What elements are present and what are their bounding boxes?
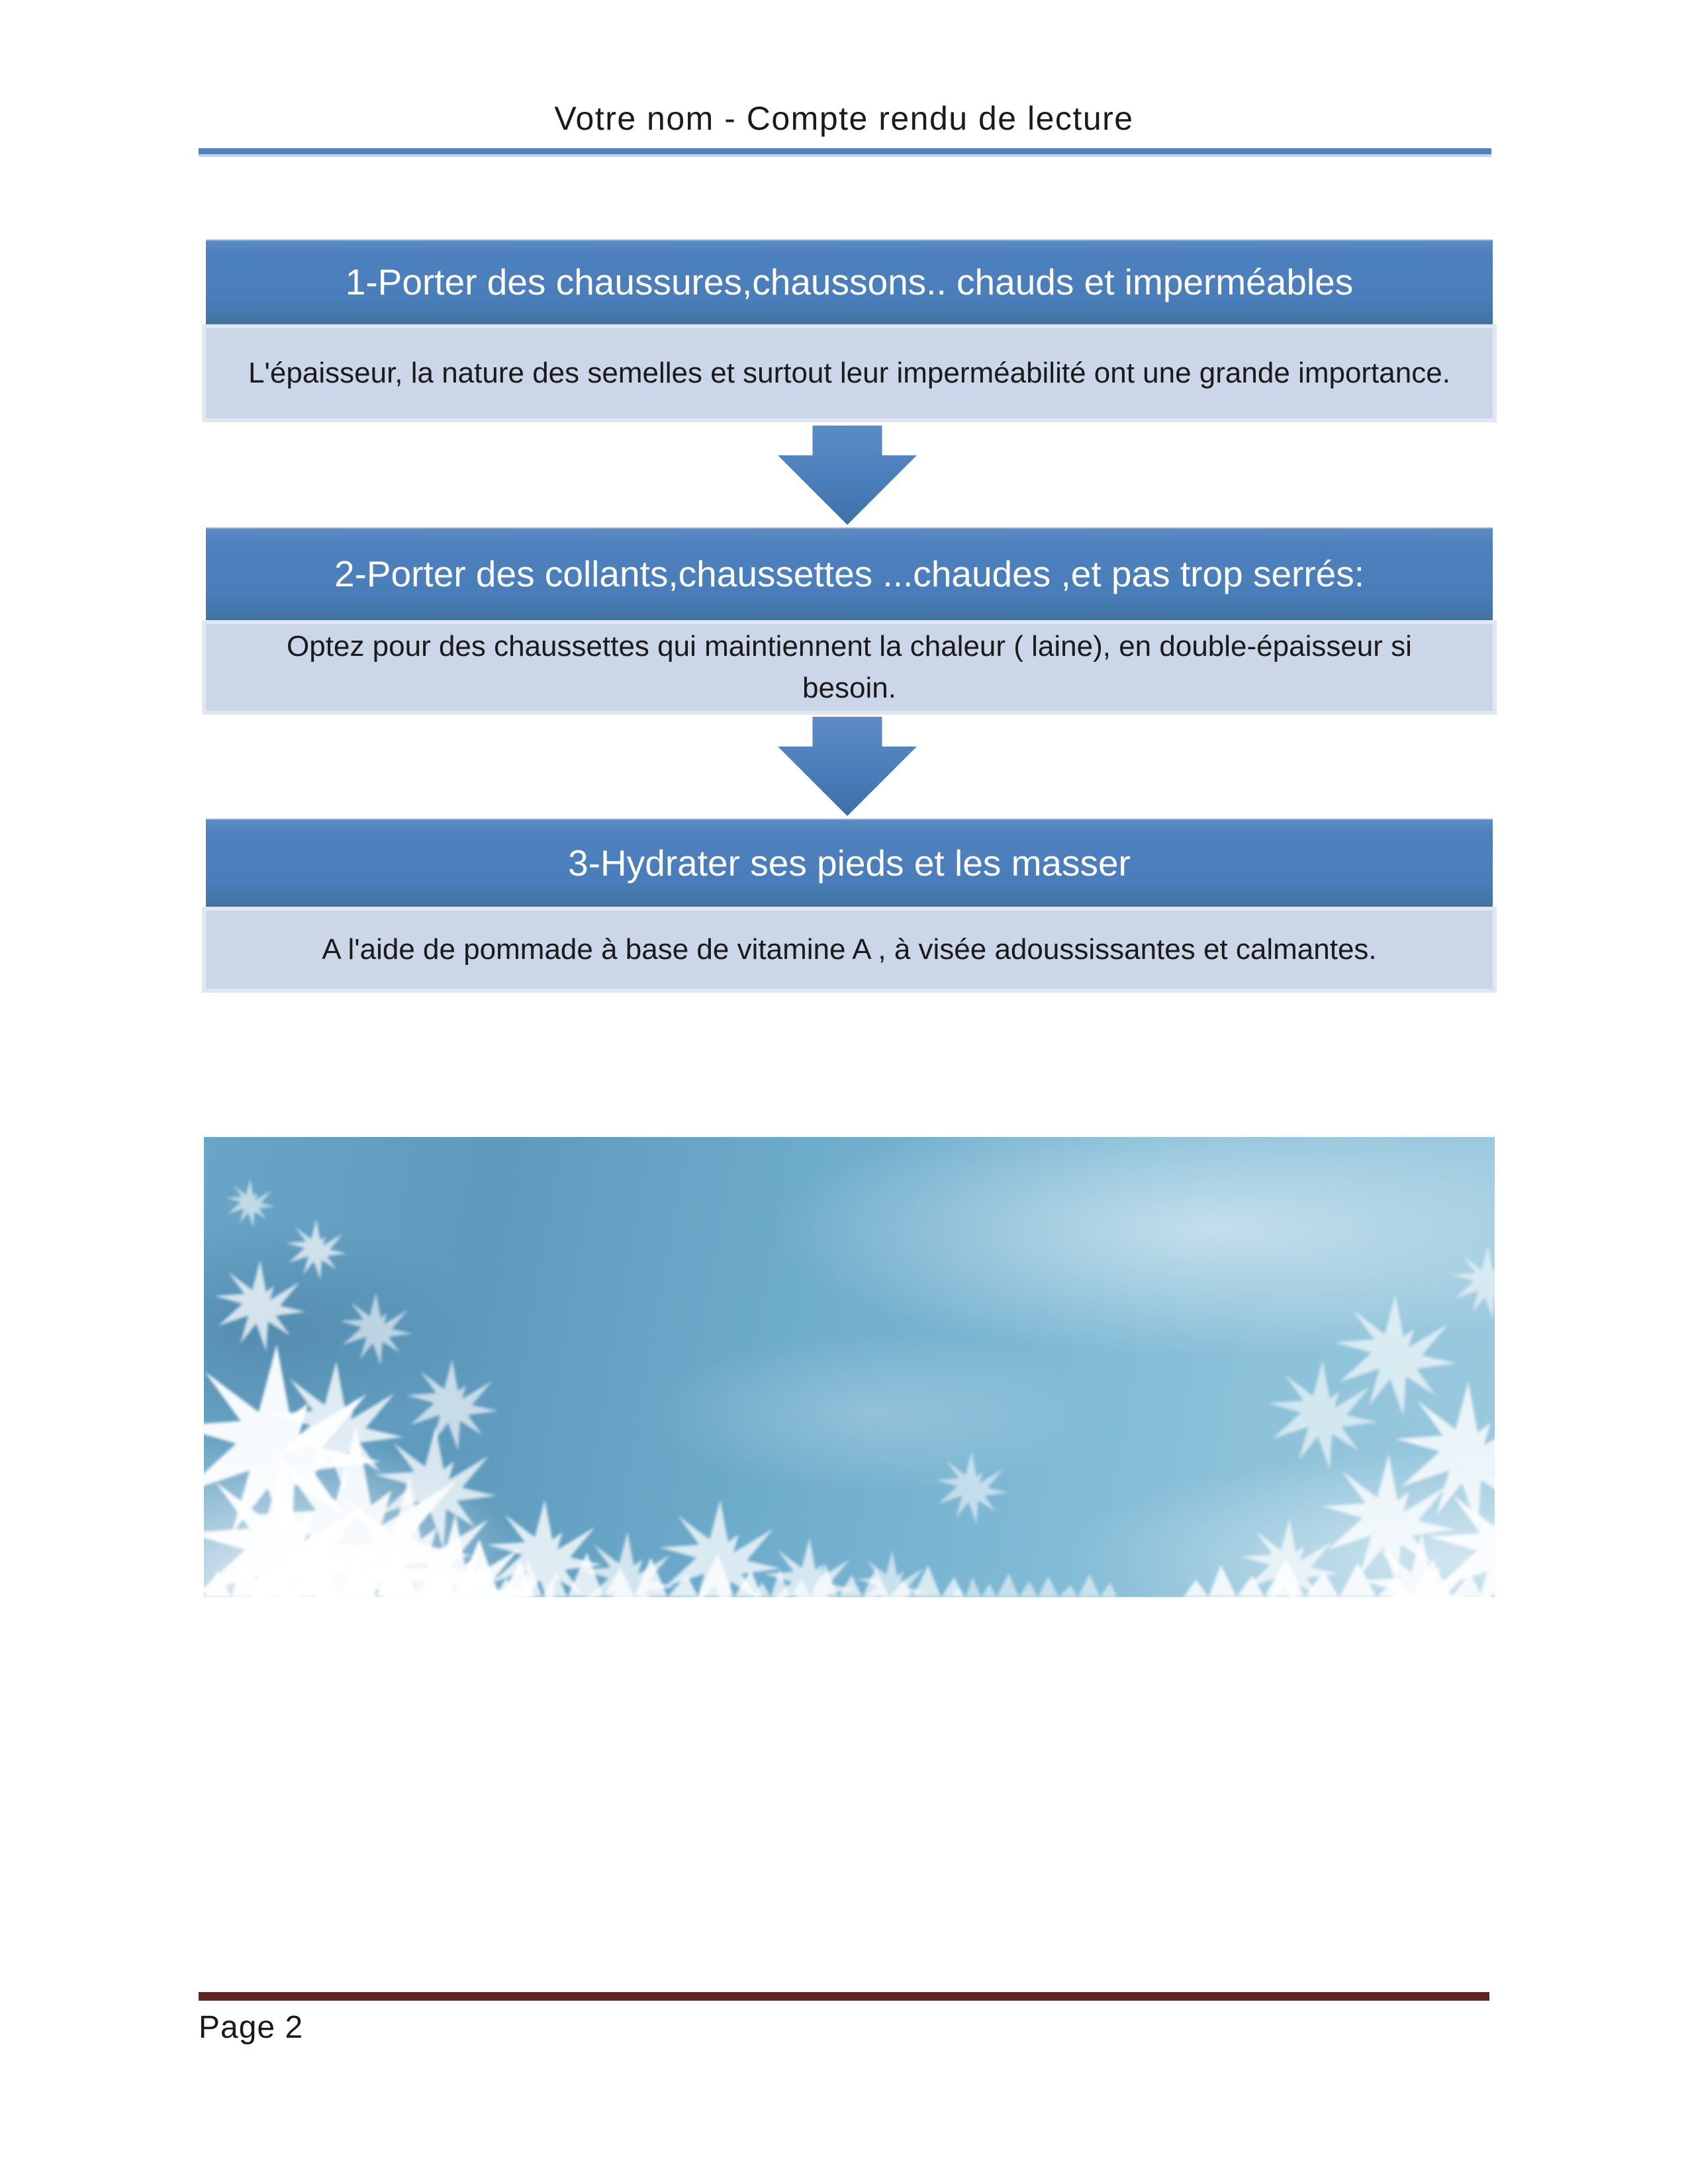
frost-cluster-bottom-left	[204, 1179, 534, 1597]
step-1-title-box: 1-Porter des chaussures,chaussons.. chauds et imperméables	[206, 240, 1493, 324]
step-3-title-box: 3-Hydrater ses pieds et les masser	[206, 819, 1493, 907]
step-1-description-box: L'épaisseur, la nature des semelles et surtout leur imperméabilité ont une grande importance.	[202, 324, 1497, 422]
step-3-description-box: A l'aide de pommade à base de vitamine A , à visée adoussissantes et calmantes.	[202, 907, 1497, 993]
page-number-label: Page 2	[199, 2010, 304, 2045]
winter-frost-image	[204, 1137, 1495, 1597]
page-header-title: Votre nom - Compte rendu de lecture	[554, 100, 1134, 137]
step-2-description-box: Optez pour des chaussettes qui maintiennent la chaleur ( laine), en double-épaisseur si besoin.	[202, 620, 1497, 715]
header-divider-line	[199, 148, 1491, 154]
step-2-title-box: 2-Porter des collants,chaussettes ...chaudes ,et pas trop serrés:	[206, 527, 1493, 620]
down-arrow-icon	[778, 717, 917, 816]
footer-divider-line	[199, 1992, 1489, 2001]
frost-cluster-right	[1184, 1246, 1495, 1597]
frost-bottom-edge	[487, 1451, 1117, 1597]
frost-overlay	[204, 1137, 1495, 1597]
down-arrow-icon	[778, 426, 917, 525]
